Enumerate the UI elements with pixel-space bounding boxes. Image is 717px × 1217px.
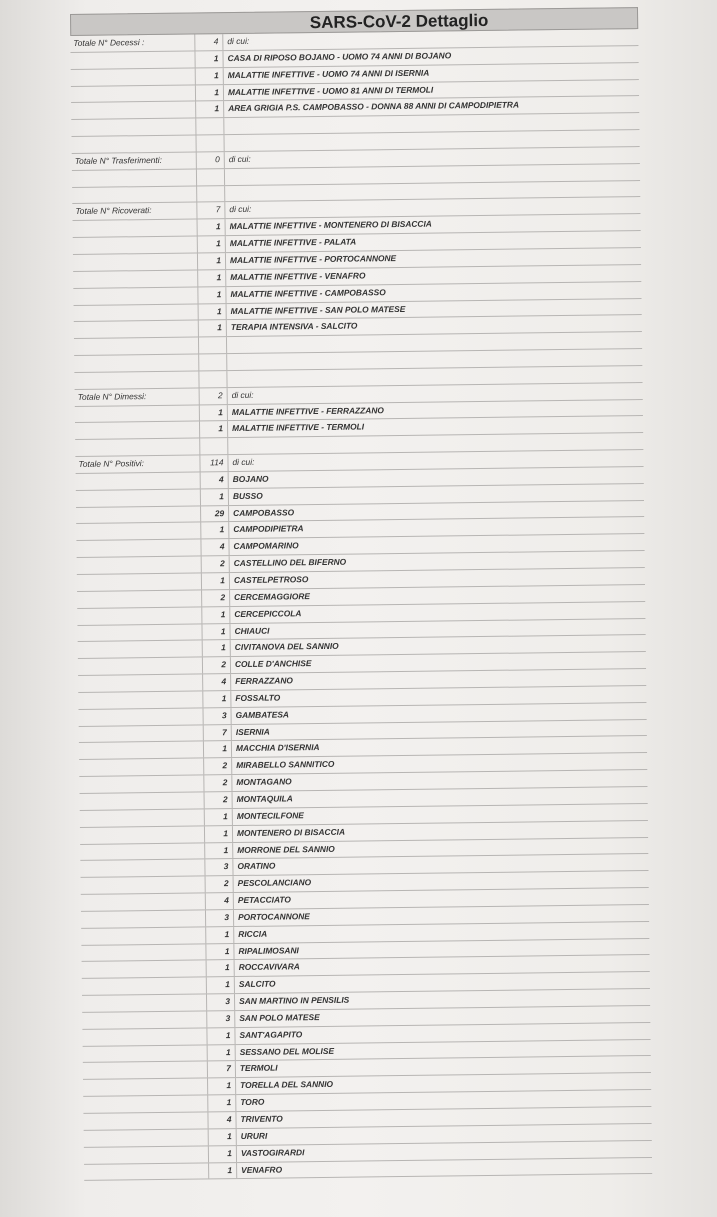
description-cell: CAMPOBASSO bbox=[233, 506, 295, 518]
count-cell: 1 bbox=[209, 1129, 237, 1145]
description-cell: MONTAGANO bbox=[236, 776, 292, 788]
empty-label-cell bbox=[75, 405, 200, 422]
description-cell: CIVITANOVA DEL SANNIO bbox=[234, 641, 339, 653]
description-cell: MALATTIE INFETTIVE - SAN POLO MATESE bbox=[230, 303, 406, 316]
count-cell: 1 bbox=[196, 85, 224, 101]
empty-label-cell bbox=[74, 338, 199, 355]
empty-label-cell bbox=[73, 253, 198, 270]
count-cell: 3 bbox=[207, 1011, 235, 1027]
empty-label-cell bbox=[82, 1011, 207, 1028]
description-cell: TERAPIA INTENSIVA - SALCITO bbox=[230, 320, 358, 333]
count-cell: 1 bbox=[206, 927, 234, 943]
count-cell: 1 bbox=[198, 253, 226, 269]
description-cell: CERCEMAGGIORE bbox=[234, 590, 311, 602]
empty-label-cell bbox=[71, 68, 196, 85]
empty-label-cell bbox=[79, 725, 204, 742]
empty-label-cell bbox=[82, 961, 207, 978]
count-cell: 1 bbox=[202, 624, 230, 640]
description-cell: PESCOLANCIANO bbox=[237, 877, 312, 889]
description-cell: CASTELPETROSO bbox=[233, 574, 309, 586]
empty-label-cell bbox=[77, 557, 202, 574]
section-total: 7 bbox=[197, 203, 225, 219]
count-cell: 1 bbox=[198, 219, 226, 235]
count-cell: 1 bbox=[202, 607, 230, 623]
count-cell: 1 bbox=[200, 422, 228, 438]
empty-count-cell bbox=[197, 186, 225, 202]
description-cell: CERCEPICCOLA bbox=[234, 607, 302, 619]
empty-label-cell bbox=[76, 523, 201, 540]
description-cell: MONTENERO DI BISACCIA bbox=[236, 826, 346, 838]
empty-label-cell bbox=[76, 489, 201, 506]
empty-count-cell bbox=[199, 354, 227, 370]
count-cell: 1 bbox=[208, 1045, 236, 1061]
empty-label-cell bbox=[84, 1146, 209, 1163]
description-cell: GAMBATESA bbox=[235, 709, 289, 720]
description-cell: URURI bbox=[240, 1130, 268, 1141]
description-cell: MALATTIE INFETTIVE - FERRAZZANO bbox=[231, 404, 384, 417]
empty-label-cell bbox=[81, 877, 206, 894]
section-label: Totale N° Ricoverati: bbox=[72, 203, 197, 220]
empty-label-cell bbox=[83, 1112, 208, 1129]
description-cell: TORELLA DEL SANNIO bbox=[240, 1079, 334, 1091]
count-cell: 1 bbox=[196, 68, 224, 84]
description-cell: TRIVENTO bbox=[240, 1113, 283, 1124]
description-cell: FOSSALTO bbox=[235, 692, 281, 703]
empty-label-cell bbox=[76, 540, 201, 557]
empty-label-cell bbox=[78, 658, 203, 675]
count-cell: 1 bbox=[195, 51, 223, 67]
description-cell: AREA GRIGIA P.S. CAMPOBASSO - DONNA 88 ANNI DI CAMPODIPIETRA bbox=[228, 99, 520, 114]
description-cell: MALATTIE INFETTIVE - PALATA bbox=[229, 236, 357, 249]
empty-label-cell bbox=[83, 1062, 208, 1079]
count-cell: 1 bbox=[205, 809, 233, 825]
count-cell: 7 bbox=[208, 1062, 236, 1078]
count-cell: 1 bbox=[204, 742, 232, 758]
empty-label-cell bbox=[80, 860, 205, 877]
description-cell: MORRONE DEL SANNIO bbox=[237, 843, 335, 855]
empty-label-cell bbox=[74, 304, 199, 321]
empty-label-cell bbox=[74, 371, 199, 388]
description-cell: MALATTIE INFETTIVE - VENAFRO bbox=[230, 270, 366, 282]
description-cell: SAN POLO MATESE bbox=[239, 1011, 320, 1023]
description-cell: SAN MARTINO IN PENSILIS bbox=[239, 994, 350, 1007]
count-cell: 3 bbox=[203, 708, 231, 724]
empty-label-cell bbox=[77, 590, 202, 607]
section-total: 0 bbox=[197, 152, 225, 168]
description-cell: TORO bbox=[240, 1096, 265, 1108]
count-cell: 1 bbox=[198, 270, 226, 286]
empty-label-cell bbox=[71, 119, 196, 136]
count-cell: 1 bbox=[207, 977, 235, 993]
description-cell: MONTAQUILA bbox=[236, 793, 293, 804]
description-cell: CHIAUCI bbox=[234, 625, 270, 636]
count-cell: 1 bbox=[206, 944, 234, 960]
empty-label-cell bbox=[75, 439, 200, 456]
empty-label-cell bbox=[73, 237, 198, 254]
count-cell: 1 bbox=[199, 320, 227, 336]
section-dicui: di cui: bbox=[231, 389, 254, 400]
count-cell: 3 bbox=[207, 994, 235, 1010]
empty-label-cell bbox=[83, 1045, 208, 1062]
section-label: Totale N° Positivi: bbox=[75, 456, 200, 473]
description-cell: PORTOCANNONE bbox=[237, 911, 310, 922]
description-cell: MACCHIA D'ISERNIA bbox=[235, 742, 320, 754]
count-cell: 4 bbox=[208, 1112, 236, 1128]
count-cell: 4 bbox=[201, 539, 229, 555]
empty-label-cell bbox=[80, 792, 205, 809]
empty-label-cell bbox=[83, 1096, 208, 1113]
description-cell: COLLE D'ANCHISE bbox=[234, 658, 312, 670]
empty-label-cell bbox=[80, 843, 205, 860]
empty-label-cell bbox=[82, 1028, 207, 1045]
count-cell: 1 bbox=[203, 691, 231, 707]
report-title: SARS-CoV-2 Dettaglio bbox=[70, 7, 638, 36]
count-cell: 1 bbox=[208, 1078, 236, 1094]
section-total: 4 bbox=[195, 34, 223, 50]
description-cell: MIRABELLO SANNITICO bbox=[236, 759, 335, 771]
empty-label-cell bbox=[79, 742, 204, 759]
description-cell: MALATTIE INFETTIVE - PORTOCANNONE bbox=[229, 253, 397, 266]
empty-label-cell bbox=[79, 776, 204, 793]
description-cell: BUSSO bbox=[232, 490, 263, 501]
description-cell: MONTECILFONE bbox=[236, 810, 304, 821]
description-cell: CAMPODIPIETRA bbox=[233, 523, 304, 535]
count-cell: 1 bbox=[207, 1028, 235, 1044]
empty-label-cell bbox=[79, 759, 204, 776]
count-cell: 2 bbox=[205, 792, 233, 808]
empty-label-cell bbox=[82, 994, 207, 1011]
count-cell: 1 bbox=[203, 640, 231, 656]
empty-label-cell bbox=[83, 1079, 208, 1096]
empty-label-cell bbox=[77, 607, 202, 624]
description-cell: VASTOGIRARDI bbox=[240, 1146, 305, 1158]
empty-count-cell bbox=[199, 371, 227, 387]
empty-label-cell bbox=[81, 927, 206, 944]
empty-label-cell bbox=[84, 1129, 209, 1146]
empty-label-cell bbox=[81, 944, 206, 961]
empty-count-cell bbox=[196, 118, 224, 134]
count-cell: 1 bbox=[196, 101, 224, 117]
section-label: Totale N° Dimessi: bbox=[75, 388, 200, 405]
description-cell: CASTELLINO DEL BIFERNO bbox=[233, 556, 347, 569]
count-cell: 3 bbox=[205, 859, 233, 875]
description-cell: FERRAZZANO bbox=[235, 675, 293, 687]
count-cell: 4 bbox=[206, 893, 234, 909]
description-cell: ISERNIA bbox=[235, 726, 270, 737]
count-cell: 1 bbox=[201, 523, 229, 539]
description-cell: MALATTIE INFETTIVE - CAMPOBASSO bbox=[230, 286, 386, 299]
description-cell: BOJANO bbox=[232, 473, 269, 484]
empty-label-cell bbox=[74, 321, 199, 338]
count-cell: 1 bbox=[202, 573, 230, 589]
count-cell: 1 bbox=[205, 826, 233, 842]
description-cell: CAMPOMARINO bbox=[233, 540, 299, 552]
description-cell: RIPALIMOSANI bbox=[238, 944, 299, 956]
empty-label-cell bbox=[77, 624, 202, 641]
count-cell: 4 bbox=[203, 674, 231, 690]
empty-label-cell bbox=[80, 826, 205, 843]
count-cell: 2 bbox=[206, 876, 234, 892]
empty-label-cell bbox=[70, 51, 195, 68]
description-cell: MALATTIE INFETTIVE - UOMO 81 ANNI DI TERMOLI bbox=[227, 84, 434, 97]
count-cell: 1 bbox=[209, 1146, 237, 1162]
section-label: Totale N° Trasferimenti: bbox=[72, 152, 197, 169]
empty-label-cell bbox=[77, 573, 202, 590]
empty-label-cell bbox=[72, 169, 197, 186]
count-cell: 1 bbox=[207, 960, 235, 976]
count-cell: 2 bbox=[204, 775, 232, 791]
empty-label-cell bbox=[73, 270, 198, 287]
section-total: 114 bbox=[200, 455, 228, 471]
count-cell: 3 bbox=[206, 910, 234, 926]
empty-count-cell bbox=[199, 337, 227, 353]
count-cell: 1 bbox=[208, 1095, 236, 1111]
count-cell: 1 bbox=[201, 489, 229, 505]
count-cell: 2 bbox=[204, 758, 232, 774]
description-cell: ORATINO bbox=[237, 860, 276, 872]
empty-label-cell bbox=[80, 809, 205, 826]
description-cell: MALATTIE INFETTIVE - UOMO 74 ANNI DI ISERNIA bbox=[227, 67, 430, 80]
empty-label-cell bbox=[78, 641, 203, 658]
empty-label-cell bbox=[71, 85, 196, 102]
empty-label-cell bbox=[73, 220, 198, 237]
count-cell: 29 bbox=[201, 506, 229, 522]
count-cell: 1 bbox=[200, 405, 228, 421]
section-dicui: di cui: bbox=[227, 35, 250, 47]
empty-label-cell bbox=[72, 136, 197, 153]
empty-label-cell bbox=[82, 978, 207, 995]
empty-label-cell bbox=[76, 472, 201, 489]
description-cell: MALATTIE INFETTIVE - MONTENERO DI BISACCIA bbox=[229, 218, 432, 232]
empty-label-cell bbox=[71, 102, 196, 119]
section-label: Totale N° Decessi : bbox=[70, 34, 195, 51]
section-dicui: di cui: bbox=[232, 456, 255, 468]
description-cell: TERMOLI bbox=[239, 1063, 278, 1074]
count-cell: 1 bbox=[209, 1163, 237, 1179]
report-table bbox=[70, 29, 652, 1181]
empty-label-cell bbox=[78, 691, 203, 708]
description-cell: SANT'AGAPITO bbox=[239, 1029, 303, 1040]
description-cell: VENAFRO bbox=[241, 1164, 283, 1175]
empty-label-cell bbox=[73, 287, 198, 304]
section-dicui: di cui: bbox=[228, 153, 251, 164]
report-sheet bbox=[70, 7, 652, 1181]
empty-label-cell bbox=[78, 708, 203, 725]
count-cell: 2 bbox=[202, 556, 230, 572]
empty-label-cell bbox=[75, 422, 200, 439]
description-cell: SESSANO DEL MOLISE bbox=[239, 1045, 335, 1057]
count-cell: 1 bbox=[198, 236, 226, 252]
empty-label-cell bbox=[81, 910, 206, 927]
empty-count-cell bbox=[197, 169, 225, 185]
count-cell: 4 bbox=[201, 472, 229, 488]
count-cell: 1 bbox=[199, 304, 227, 320]
count-cell: 2 bbox=[202, 590, 230, 606]
count-cell: 1 bbox=[205, 843, 233, 859]
description-cell: CASA DI RIPOSO BOJANO - UOMO 74 ANNI DI BOJANO bbox=[227, 50, 452, 63]
empty-label-cell bbox=[76, 506, 201, 523]
section-total: 2 bbox=[200, 388, 228, 404]
description-cell: SALCITO bbox=[238, 978, 276, 990]
description-cell: MALATTIE INFETTIVE - TERMOLI bbox=[232, 421, 365, 434]
count-cell: 2 bbox=[203, 657, 231, 673]
count-cell: 1 bbox=[198, 287, 226, 303]
section-dicui: di cui: bbox=[229, 204, 252, 215]
empty-label-cell bbox=[81, 893, 206, 910]
empty-label-cell bbox=[78, 674, 203, 691]
empty-label-cell bbox=[84, 1163, 209, 1180]
empty-count-cell bbox=[200, 438, 228, 454]
description-cell: ROCCAVIVARA bbox=[238, 961, 300, 973]
description-cell: RICCIA bbox=[238, 928, 268, 939]
empty-label-cell bbox=[74, 354, 199, 371]
empty-label-cell bbox=[72, 186, 197, 203]
count-cell: 7 bbox=[204, 725, 232, 741]
description-cell: PETACCIATO bbox=[237, 894, 291, 906]
empty-count-cell bbox=[196, 135, 224, 151]
